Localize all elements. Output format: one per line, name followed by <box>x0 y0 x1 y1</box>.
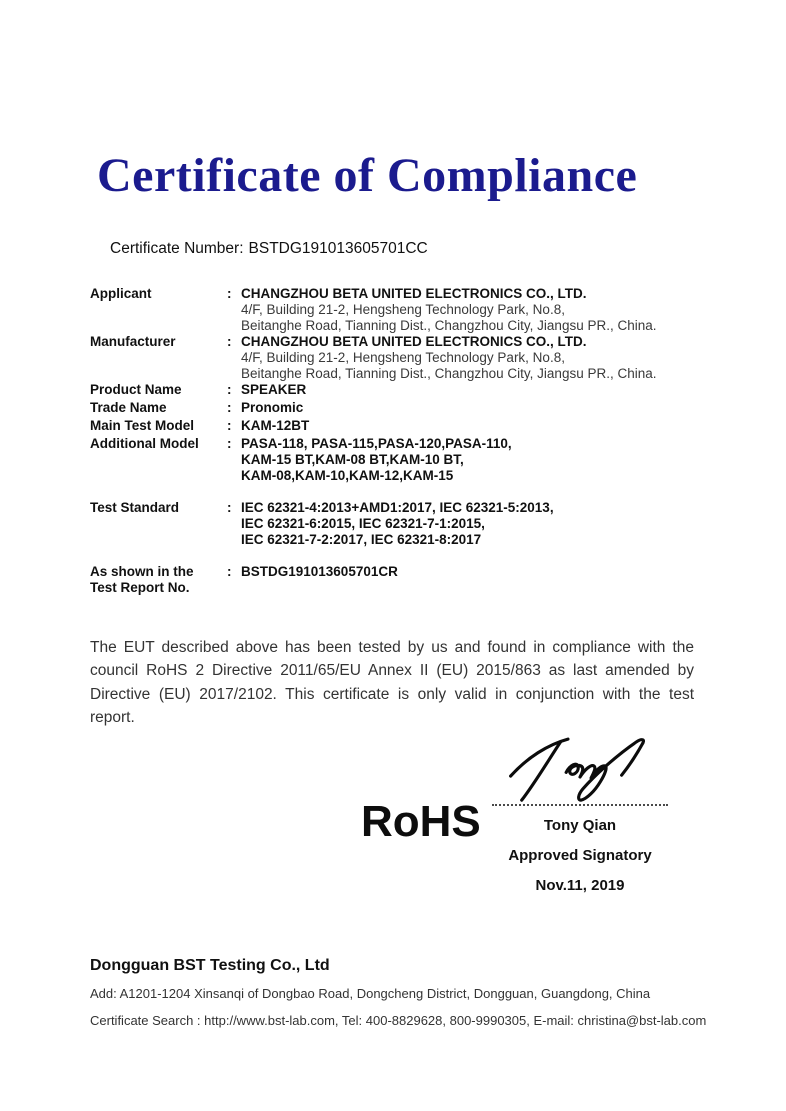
rohs-mark: RoHS <box>361 797 481 846</box>
info-row-product-name <box>90 382 706 398</box>
certificate-number-line <box>110 240 428 258</box>
signature-block <box>492 726 668 894</box>
field-colon: : <box>227 400 232 415</box>
applicant-address-line1: 4/F, Building 21-2, Hengsheng Technology Park, No.8, <box>241 302 565 317</box>
additional-model-line1: PASA-118, PASA-115,PASA-120,PASA-110, <box>241 436 512 451</box>
field-label-manufacturer: Manufacturer <box>90 334 176 349</box>
signature-date: Nov.11, 2019 <box>535 877 625 894</box>
field-colon: : <box>227 382 232 397</box>
info-row-test-report-no <box>90 564 706 596</box>
compliance-statement: The EUT described above has been tested by us and found in compliance with the council RoHS 2 Directive 2011/65/EU Annex II (EU) 2015/863 as last amended by Directive (EU) 2017/2102. This certificate is only valid in conjunction with the test report. <box>90 639 694 726</box>
page-title: Certificate of Compliance <box>97 149 638 202</box>
test-standard-line2: IEC 62321-6:2015, IEC 62321-7-1:2015, <box>241 516 485 531</box>
test-report-no-value: BSTDG191013605701CR <box>241 564 398 579</box>
applicant-address-line2: Beitanghe Road, Tianning Dist., Changzhou City, Jiangsu PR., China. <box>241 318 657 333</box>
info-row-manufacturer <box>90 334 706 382</box>
additional-model-line3: KAM-08,KAM-10,KAM-12,KAM-15 <box>241 468 454 483</box>
issuer-address: Add: A1201-1204 Xinsanqi of Dongbao Road, Dongcheng District, Dongguan, Guangdong, China <box>90 986 651 1001</box>
test-standard-line1: IEC 62321-4:2013+AMD1:2017, IEC 62321-5:2013, <box>241 500 554 515</box>
info-row-additional-model <box>90 436 706 484</box>
test-report-label-line1: As shown in the <box>90 564 194 579</box>
test-report-label-line2: Test Report No. <box>90 580 190 595</box>
field-colon: : <box>227 334 232 349</box>
field-label-test-report-no <box>90 564 227 596</box>
field-label-additional-model: Additional Model <box>90 436 199 451</box>
field-label-main-test-model: Main Test Model <box>90 418 195 433</box>
certificate-number-value: BSTDG191013605701CC <box>248 240 428 257</box>
footer <box>90 957 710 1028</box>
field-label-product-name: Product Name <box>90 382 182 397</box>
field-value-applicant <box>241 286 706 334</box>
manufacturer-company: CHANGZHOU BETA UNITED ELECTRONICS CO., LTD. <box>241 334 587 349</box>
product-name-value: SPEAKER <box>241 382 307 397</box>
field-label-test-standard: Test Standard <box>90 500 180 515</box>
manufacturer-address-line2: Beitanghe Road, Tianning Dist., Changzhou City, Jiangsu PR., China. <box>241 366 657 381</box>
info-row-test-standard <box>90 500 706 548</box>
info-row-applicant <box>90 286 706 334</box>
field-label-applicant: Applicant <box>90 286 152 301</box>
applicant-company: CHANGZHOU BETA UNITED ELECTRONICS CO., LTD. <box>241 286 587 301</box>
field-colon: : <box>227 418 232 433</box>
trade-name-value: Pronomic <box>241 400 304 415</box>
info-row-main-test-model <box>90 418 706 434</box>
field-value-manufacturer <box>241 334 706 382</box>
certificate-search-line: Certificate Search : http://www.bst-lab.com, Tel: 400-8829628, 800-9990305, E-mail: christina@bst-lab.com <box>90 1013 707 1028</box>
info-table <box>90 286 706 596</box>
test-standard-value <box>241 500 706 548</box>
handwritten-signature-icon <box>492 726 668 806</box>
certificate-number-label: Certificate Number: <box>110 240 244 257</box>
field-colon: : <box>227 564 232 579</box>
additional-model-line2: KAM-15 BT,KAM-08 BT,KAM-10 BT, <box>241 452 464 467</box>
field-colon: : <box>227 500 232 515</box>
main-test-model-value: KAM-12BT <box>241 418 310 433</box>
field-label-trade-name: Trade Name <box>90 400 167 415</box>
issuer-company-name: Dongguan BST Testing Co., Ltd <box>90 957 330 974</box>
manufacturer-address-line1: 4/F, Building 21-2, Hengsheng Technology Park, No.8, <box>241 350 565 365</box>
signatory-role: Approved Signatory <box>508 847 652 864</box>
field-colon: : <box>227 436 232 451</box>
test-standard-line3: IEC 62321-7-2:2017, IEC 62321-8:2017 <box>241 532 482 547</box>
field-colon: : <box>227 286 232 301</box>
signatory-name: Tony Qian <box>543 817 617 834</box>
info-row-trade-name <box>90 400 706 416</box>
additional-model-value <box>241 436 706 484</box>
